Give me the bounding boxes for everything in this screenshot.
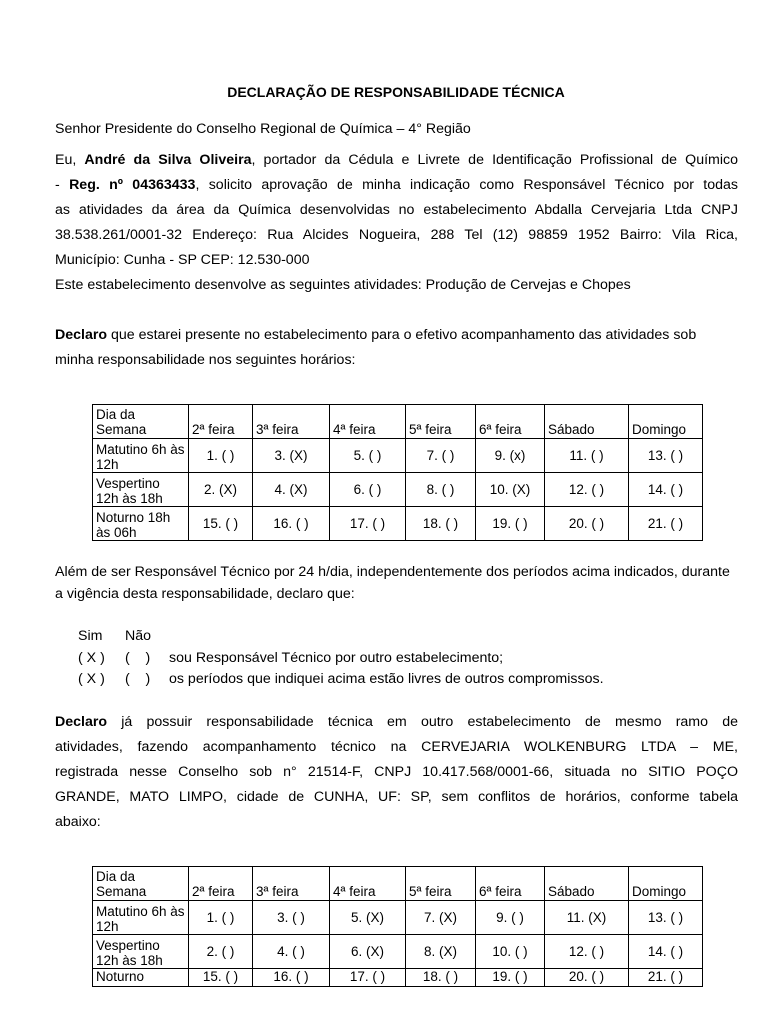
table-cell: 13. ( ) — [629, 901, 703, 935]
header-cell: 6ª feira — [476, 405, 545, 439]
declaro2-line-1 — [55, 710, 738, 735]
intro-line-1 — [55, 148, 738, 173]
document-title: DECLARAÇÃO DE RESPONSABILIDADE TÉCNICA — [227, 84, 565, 100]
schedule-table-1 — [92, 404, 703, 541]
row-label: Matutino 6h às 12h — [93, 901, 189, 935]
registration-number: Reg. nº 04363433 — [69, 177, 196, 193]
header-cell: 2ª feira — [189, 405, 253, 439]
table-cell: 6. (X) — [330, 935, 406, 969]
header-cell: Dia da Semana — [93, 405, 189, 439]
table-cell: 16. ( ) — [253, 969, 330, 987]
activities-text: Este estabelecimento desenvolve as seguintes atividades: Produção de Cervejas e Chopes — [55, 277, 631, 293]
row-label: Vespertino 12h às 18h — [93, 935, 189, 969]
table-cell: 5. ( ) — [330, 439, 406, 473]
table-cell: 12. ( ) — [545, 473, 629, 507]
alem-paragraph: Além de ser Responsável Técnico por 24 h/dia, independentemente dos períodos acima indicados, durante a vigência desta responsabilidade, declaro que: — [55, 564, 730, 602]
table-cell: 11. (X) — [545, 901, 629, 935]
table-cell: 6. ( ) — [330, 473, 406, 507]
table-cell: 1. ( ) — [189, 901, 253, 935]
header-cell: Domingo — [629, 405, 703, 439]
header-cell: 6ª feira — [476, 867, 545, 901]
statement-text: os períodos que indiquei acima estão livres de outros compromissos. — [169, 671, 604, 687]
table-cell: 15. ( ) — [189, 507, 253, 541]
table-cell: 9. ( ) — [476, 901, 545, 935]
table-cell: 21. ( ) — [629, 969, 703, 987]
table-cell: 21. ( ) — [629, 507, 703, 541]
table-cell: 10. (X) — [476, 473, 545, 507]
list-item — [78, 650, 604, 671]
row-label: Noturno — [93, 969, 189, 987]
list-item — [78, 671, 604, 692]
table-cell: 7. (X) — [406, 901, 476, 935]
table-cell: 18. ( ) — [406, 507, 476, 541]
table-cell: 16. ( ) — [253, 507, 330, 541]
intro-line-4: 38.538.261/0001-32 Endereço: Rua Alcides Nogueira, 288 Tel (12) 98859 1952 Bairro: Vila Rica, — [55, 227, 738, 243]
table-cell: 4. (X) — [253, 473, 330, 507]
table-cell: 19. ( ) — [476, 969, 545, 987]
table-cell: 20. ( ) — [545, 969, 629, 987]
declaro-paragraph-2 — [55, 710, 738, 835]
declaro-bold: Declaro — [55, 327, 108, 343]
header-cell: 3ª feira — [253, 867, 330, 901]
table-cell: 14. ( ) — [629, 473, 703, 507]
declaro2-line-5: abaixo: — [55, 814, 101, 830]
declaro-text: já possuir responsabilidade técnica em outro estabelecimento de mesmo ramo de — [107, 714, 738, 730]
intro-text: - — [55, 177, 70, 193]
yes-no-list — [78, 650, 604, 692]
table-cell: 12. ( ) — [545, 935, 629, 969]
table-cell: 19. ( ) — [476, 507, 545, 541]
header-cell: Sábado — [545, 867, 629, 901]
nao-checkbox: ( ) — [125, 650, 151, 666]
declaro2-line-3: registrada nesse Conselho sob n° 21514-F, CNPJ 10.417.568/0001-66, situada no SITIO POÇO — [55, 764, 738, 780]
declaro2-line-2: atividades, fazendo acompanhamento técnico na CERVEJARIA WOLKENBURG LTDA – ME, — [55, 739, 738, 755]
table-row — [93, 935, 703, 969]
header-cell: 3ª feira — [253, 405, 330, 439]
row-label: Noturno 18h às 06h — [93, 507, 189, 541]
yes-no-header — [78, 628, 169, 644]
table-row — [93, 439, 703, 473]
table-cell: 4. ( ) — [253, 935, 330, 969]
table-cell: 18. ( ) — [406, 969, 476, 987]
table-cell: 2. ( ) — [189, 935, 253, 969]
sim-label: Sim — [78, 628, 103, 644]
header-cell: 4ª feira — [330, 867, 406, 901]
table-cell: 17. ( ) — [330, 507, 406, 541]
table-header-row — [93, 867, 703, 901]
greeting: Senhor Presidente do Conselho Regional de Química – 4° Região — [55, 121, 471, 137]
row-label: Vespertino 12h às 18h — [93, 473, 189, 507]
declaro-bold: Declaro — [55, 714, 108, 730]
header-cell: 5ª feira — [406, 867, 476, 901]
sim-checkbox: ( X ) — [78, 650, 105, 666]
table-cell: 8. ( ) — [406, 473, 476, 507]
header-cell: 4ª feira — [330, 405, 406, 439]
table-cell: 20. ( ) — [545, 507, 629, 541]
declaro2-line-4: GRANDE, MATO LIMPO, cidade de CUNHA, UF: SP, sem conflitos de horários, conforme tabela — [55, 789, 738, 805]
intro-line-3: as atividades da área da Química desenvolvidas no estabelecimento Abdalla Cervejaria Ltda CNPJ — [55, 202, 738, 218]
declaro-text: que estarei presente no estabelecimento para o efetivo acompanhamento das atividades sob minha responsabilidade nos seguintes horários: — [55, 327, 697, 368]
nao-label: Não — [125, 628, 152, 644]
table-cell: 3. ( ) — [253, 901, 330, 935]
table-cell: 13. ( ) — [629, 439, 703, 473]
table-cell: 11. ( ) — [545, 439, 629, 473]
row-label: Matutino 6h às 12h — [93, 439, 189, 473]
table-cell: 10. ( ) — [476, 935, 545, 969]
table-row — [93, 901, 703, 935]
table-cell: 3. (X) — [253, 439, 330, 473]
table-cell: 17. ( ) — [330, 969, 406, 987]
statement-text: sou Responsável Técnico por outro estabelecimento; — [169, 650, 504, 666]
header-cell: 2ª feira — [189, 867, 253, 901]
intro-text: Eu, — [55, 152, 85, 168]
table-row — [93, 473, 703, 507]
intro-line-2 — [55, 173, 738, 198]
table-cell: 7. ( ) — [406, 439, 476, 473]
table-cell: 2. (X) — [189, 473, 253, 507]
intro-line-5: Município: Cunha - SP CEP: 12.530-000 — [55, 252, 310, 268]
table-row — [93, 969, 703, 987]
intro-text: , portador da Cédula e Livrete de Identificação Profissional de Químico — [251, 152, 739, 168]
schedule-table-2 — [92, 866, 703, 987]
table-header-row — [93, 405, 703, 439]
table-cell: 8. (X) — [406, 935, 476, 969]
table-cell: 9. (x) — [476, 439, 545, 473]
declaro-paragraph-1 — [55, 323, 738, 373]
professional-name: André da Silva Oliveira — [84, 152, 252, 168]
table-cell: 1. ( ) — [189, 439, 253, 473]
header-cell: Dia da Semana — [93, 867, 189, 901]
table-cell: 15. ( ) — [189, 969, 253, 987]
intro-text: , solicito aprovação de minha indicação como Responsável Técnico por todas — [195, 177, 738, 193]
sim-checkbox: ( X ) — [78, 671, 105, 687]
table-cell: 14. ( ) — [629, 935, 703, 969]
header-cell: 5ª feira — [406, 405, 476, 439]
table-cell: 5. (X) — [330, 901, 406, 935]
header-cell: Domingo — [629, 867, 703, 901]
nao-checkbox: ( ) — [125, 671, 151, 687]
table-row — [93, 507, 703, 541]
intro-paragraph — [55, 148, 738, 273]
header-cell: Sábado — [545, 405, 629, 439]
